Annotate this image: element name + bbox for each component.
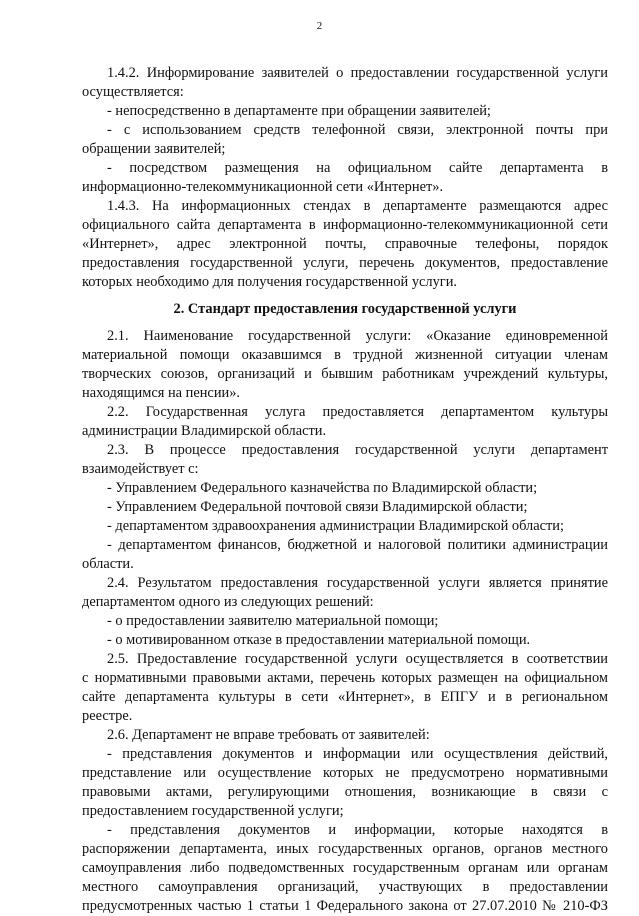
text-line: - Управлением Федеральной почтовой связи Владимирской области;	[107, 499, 528, 515]
text-line: информационно-телекоммуникационной сети «Интернет».	[82, 179, 444, 195]
text-line: с нормативными правовыми актами, перечень которых размещен на официальном	[82, 670, 608, 686]
text-line: департаментом одного из следующих решений:	[82, 594, 374, 610]
text-line: 1.4.3. На информационных стендах в департаменте размещаются адрес	[107, 198, 608, 214]
page-number: 2	[316, 20, 323, 32]
text-line: «Интернет», адрес электронной почты, справочные телефоны, порядок	[82, 236, 608, 252]
text-line: творческих союзов, организаций и бывшим работникам учреждений культуры,	[82, 366, 608, 382]
text-line: - о предоставлении заявителю материальной помощи;	[107, 613, 439, 629]
text-line: местного самоуправления организаций, участвующих в предоставлении	[82, 879, 608, 895]
text-line: 2.6. Департамент не вправе требовать от заявителей:	[107, 727, 430, 743]
text-line: - с использованием средств телефонной связи, электронной почты при	[107, 122, 608, 138]
text-line: 2.4. Результатом предоставления государственной услуги является принятие	[107, 575, 608, 591]
section-heading: 2. Стандарт предоставления государственной услуги	[173, 301, 517, 317]
text-line: сайте департамента культуры в сети «Интернет», в ЕПГУ и в региональном	[82, 689, 608, 705]
text-line: самоуправления либо подведомственных государственным органам или органам	[82, 860, 608, 876]
text-line: которых необходимо для получения государственной услуги.	[82, 274, 457, 290]
text-line: - департаментом финансов, бюджетной и налоговой политики администрации	[107, 537, 608, 553]
text-line: взаимодействует с:	[82, 461, 199, 477]
text-line: находящимся на пенсии».	[82, 385, 241, 401]
text-line: предоставлением государственной услуги;	[82, 803, 344, 819]
text-line: обращении заявителей;	[82, 141, 226, 157]
text-line: - департаментом здравоохранения администрации Владимирской области;	[107, 518, 564, 534]
text-line: - представления документов и информации, которые находятся в	[107, 822, 608, 838]
text-line: области.	[82, 556, 134, 572]
text-line: официального сайта департамента в информационно-телекоммуникационной сети	[82, 217, 608, 233]
text-line: 2.1. Наименование государственной услуги: «Оказание единовременной	[107, 328, 608, 344]
text-line: реестре.	[82, 708, 133, 724]
text-line: - Управлением Федерального казначейства по Владимирской области;	[107, 480, 538, 496]
text-line: 1.4.2. Информирование заявителей о предоставлении государственной услуги	[107, 65, 608, 81]
text-line: правовыми актами, регулирующими отношения, возникающие в связи с	[82, 784, 608, 800]
text-line: предоставления государственной услуги, перечень документов, предоставление	[82, 255, 608, 271]
text-line: представление или осуществление которых не предусмотрено нормативными	[82, 765, 608, 781]
text-line: предусмотренных частью 1 статьи 1 Федерального закона от 27.07.2010 № 210-ФЗ	[82, 898, 608, 914]
text-line: 2.2. Государственная услуга предоставляется департаментом культуры	[107, 404, 608, 420]
text-line: - непосредственно в департаменте при обращении заявителей;	[107, 103, 491, 119]
text-line: - посредством размещения на официальном сайте департамента в	[107, 160, 608, 176]
text-line: - представления документов и информации или осуществления действий,	[107, 746, 608, 762]
text-line: осуществляется:	[82, 84, 184, 100]
text-line: 2.3. В процессе предоставления государственной услуги департамент	[107, 442, 608, 458]
text-line: администрации Владимирской области.	[82, 423, 327, 439]
text-line: материальной помощи оказавшимся в трудной жизненной ситуации членам	[82, 347, 608, 363]
text-line: распоряжении департамента, иных государственных органов, органов местного	[82, 841, 608, 857]
text-line: - о мотивированном отказе в предоставлении материальной помощи.	[107, 632, 531, 648]
text-line: 2.5. Предоставление государственной услуги осуществляется в соответствии	[107, 651, 608, 667]
